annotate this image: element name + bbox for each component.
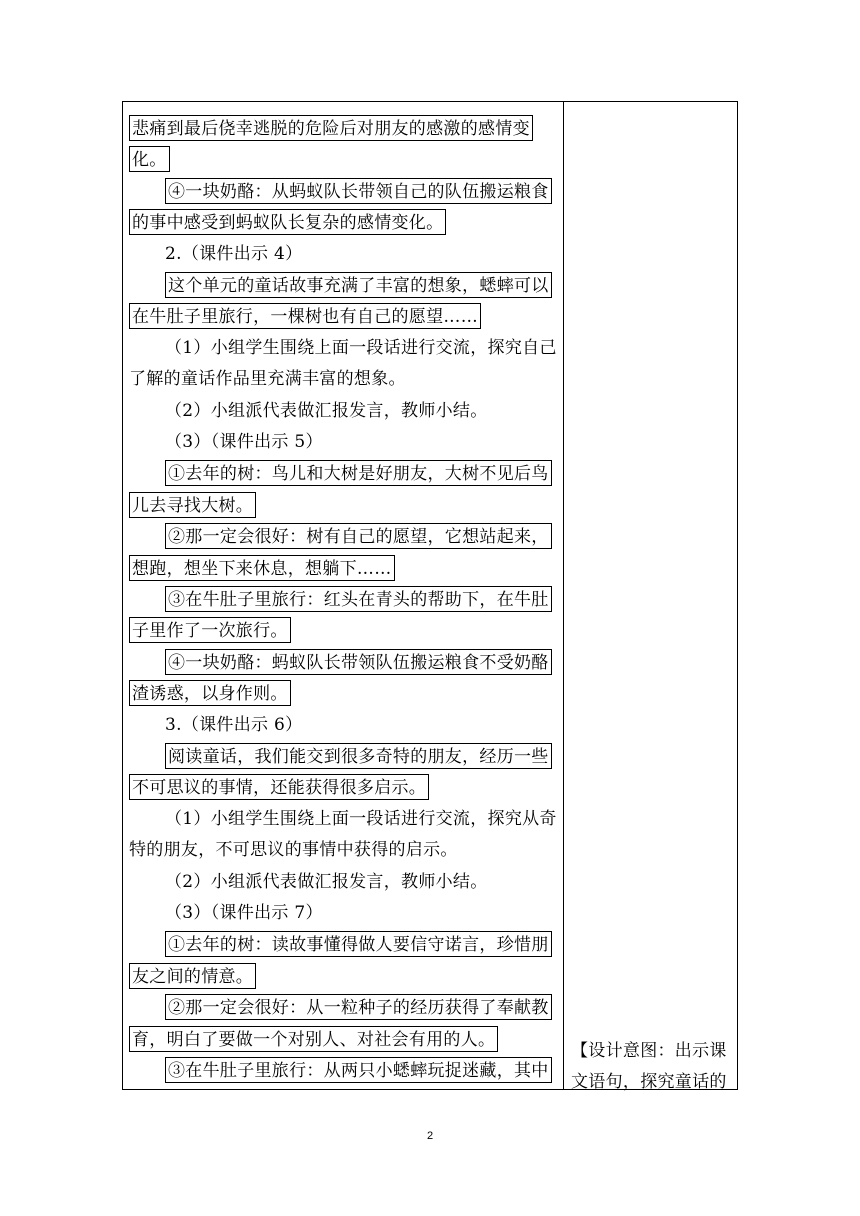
text-line: [129, 709, 302, 741]
line-text: ④一块奶酪：从蚂蚁队长带领自己的队伍搬运粮食: [165, 178, 552, 204]
highlighted-line: [129, 677, 291, 709]
highlighted-line: [129, 300, 481, 332]
line-text: 子里作了一次旅行。: [129, 617, 291, 643]
line-text: 阅读童话，我们能交到很多奇特的朋友，经历一些: [165, 743, 552, 769]
highlighted-line: [129, 143, 170, 175]
text-line: [129, 426, 323, 458]
text-line: [129, 363, 406, 395]
line-text: ③在牛肚子里旅行：红头在青头的帮助下，在牛肚: [165, 586, 552, 612]
line-text: （3）（课件出示 7）: [165, 903, 323, 923]
line-text: （2）小组派代表做汇报发言，教师小结。: [165, 871, 488, 892]
highlighted-line: [129, 489, 256, 521]
highlighted-line: [129, 991, 552, 1023]
line-text: ①去年的树：鸟儿和大树是好朋友，大树不见后鸟: [165, 460, 552, 486]
line-text: 不可思议的事情，还能获得很多启示。: [129, 774, 429, 800]
line-text: ④一块奶酪：蚂蚁队长带领队伍搬运粮食不受奶酪: [165, 649, 552, 675]
line-text: （1）小组学生围绕上面一段话进行交流，探究自己: [165, 337, 557, 358]
highlighted-line: [129, 771, 429, 803]
highlighted-line: [129, 112, 533, 144]
line-text: （3）（课件出示 5）: [165, 432, 323, 452]
highlighted-line: [129, 520, 552, 552]
line-text: 育，明白了要做一个对别人、对社会有用的人。: [129, 1026, 498, 1052]
text-line: [129, 866, 488, 898]
line-text: ③在牛肚子里旅行：从两只小蟋蟀玩捉迷藏，其中: [165, 1057, 552, 1083]
page-number: 2: [426, 1130, 434, 1142]
text-line: [129, 395, 488, 427]
highlighted-line: [129, 457, 552, 489]
highlighted-line: [129, 740, 552, 772]
line-text: 悲痛到最后侥幸逃脱的危险后对朋友的感激的感情变: [129, 115, 533, 141]
line-text: 的事中感受到蚂蚁队长复杂的感情变化。: [129, 209, 446, 235]
highlighted-line: [129, 583, 552, 615]
line-text: 友之间的情意。: [129, 963, 256, 989]
column-divider: [563, 102, 564, 1089]
highlighted-line: [129, 206, 446, 238]
design-intent-line: 【设计意图：出示课: [571, 1041, 727, 1061]
lesson-table: [122, 101, 738, 1090]
line-text: 儿去寻找大树。: [129, 492, 256, 518]
line-text: 了解的童话作品里充满丰富的想象。: [129, 369, 406, 390]
highlighted-line: [129, 552, 395, 584]
line-text: ②那一定会很好：树有自己的愿望，它想站起来，: [165, 523, 552, 549]
highlighted-line: [129, 928, 552, 960]
line-text: 这个单元的童话故事充满了丰富的想象，蟋蟀可以: [165, 272, 552, 298]
line-text: 化。: [129, 146, 170, 172]
design-intent-line: 文语句，探究童话的: [571, 1072, 727, 1092]
highlighted-line: [129, 269, 552, 301]
line-text: 渣诱惑，以身作则。: [129, 680, 291, 706]
text-line: [129, 238, 302, 270]
highlighted-line: [129, 175, 552, 207]
line-text: （1）小组学生围绕上面一段话进行交流，探究从奇: [165, 808, 557, 829]
line-text: 在牛肚子里旅行，一棵树也有自己的愿望……: [129, 303, 481, 329]
highlighted-line: [129, 1023, 498, 1055]
line-text: ①去年的树：读故事懂得做人要信守诺言，珍惜朋: [165, 931, 552, 957]
line-text: （2）小组派代表做汇报发言，教师小结。: [165, 400, 488, 421]
highlighted-line: [129, 646, 552, 678]
text-line: [129, 897, 323, 929]
line-text: 3.（课件出示 6）: [165, 714, 303, 735]
line-text: ②那一定会很好：从一粒种子的经历获得了奉献教: [165, 994, 552, 1020]
text-line: [129, 332, 557, 364]
highlighted-line: [129, 960, 256, 992]
text-line: [129, 834, 458, 866]
line-text: 2.（课件出示 4）: [165, 243, 303, 264]
highlighted-line: [129, 614, 291, 646]
line-text: 想跑，想坐下来休息，想躺下……: [129, 555, 395, 581]
text-line: [129, 803, 557, 835]
highlighted-line: [129, 1054, 552, 1086]
line-text: 特的朋友，不可思议的事情中获得的启示。: [129, 840, 458, 861]
